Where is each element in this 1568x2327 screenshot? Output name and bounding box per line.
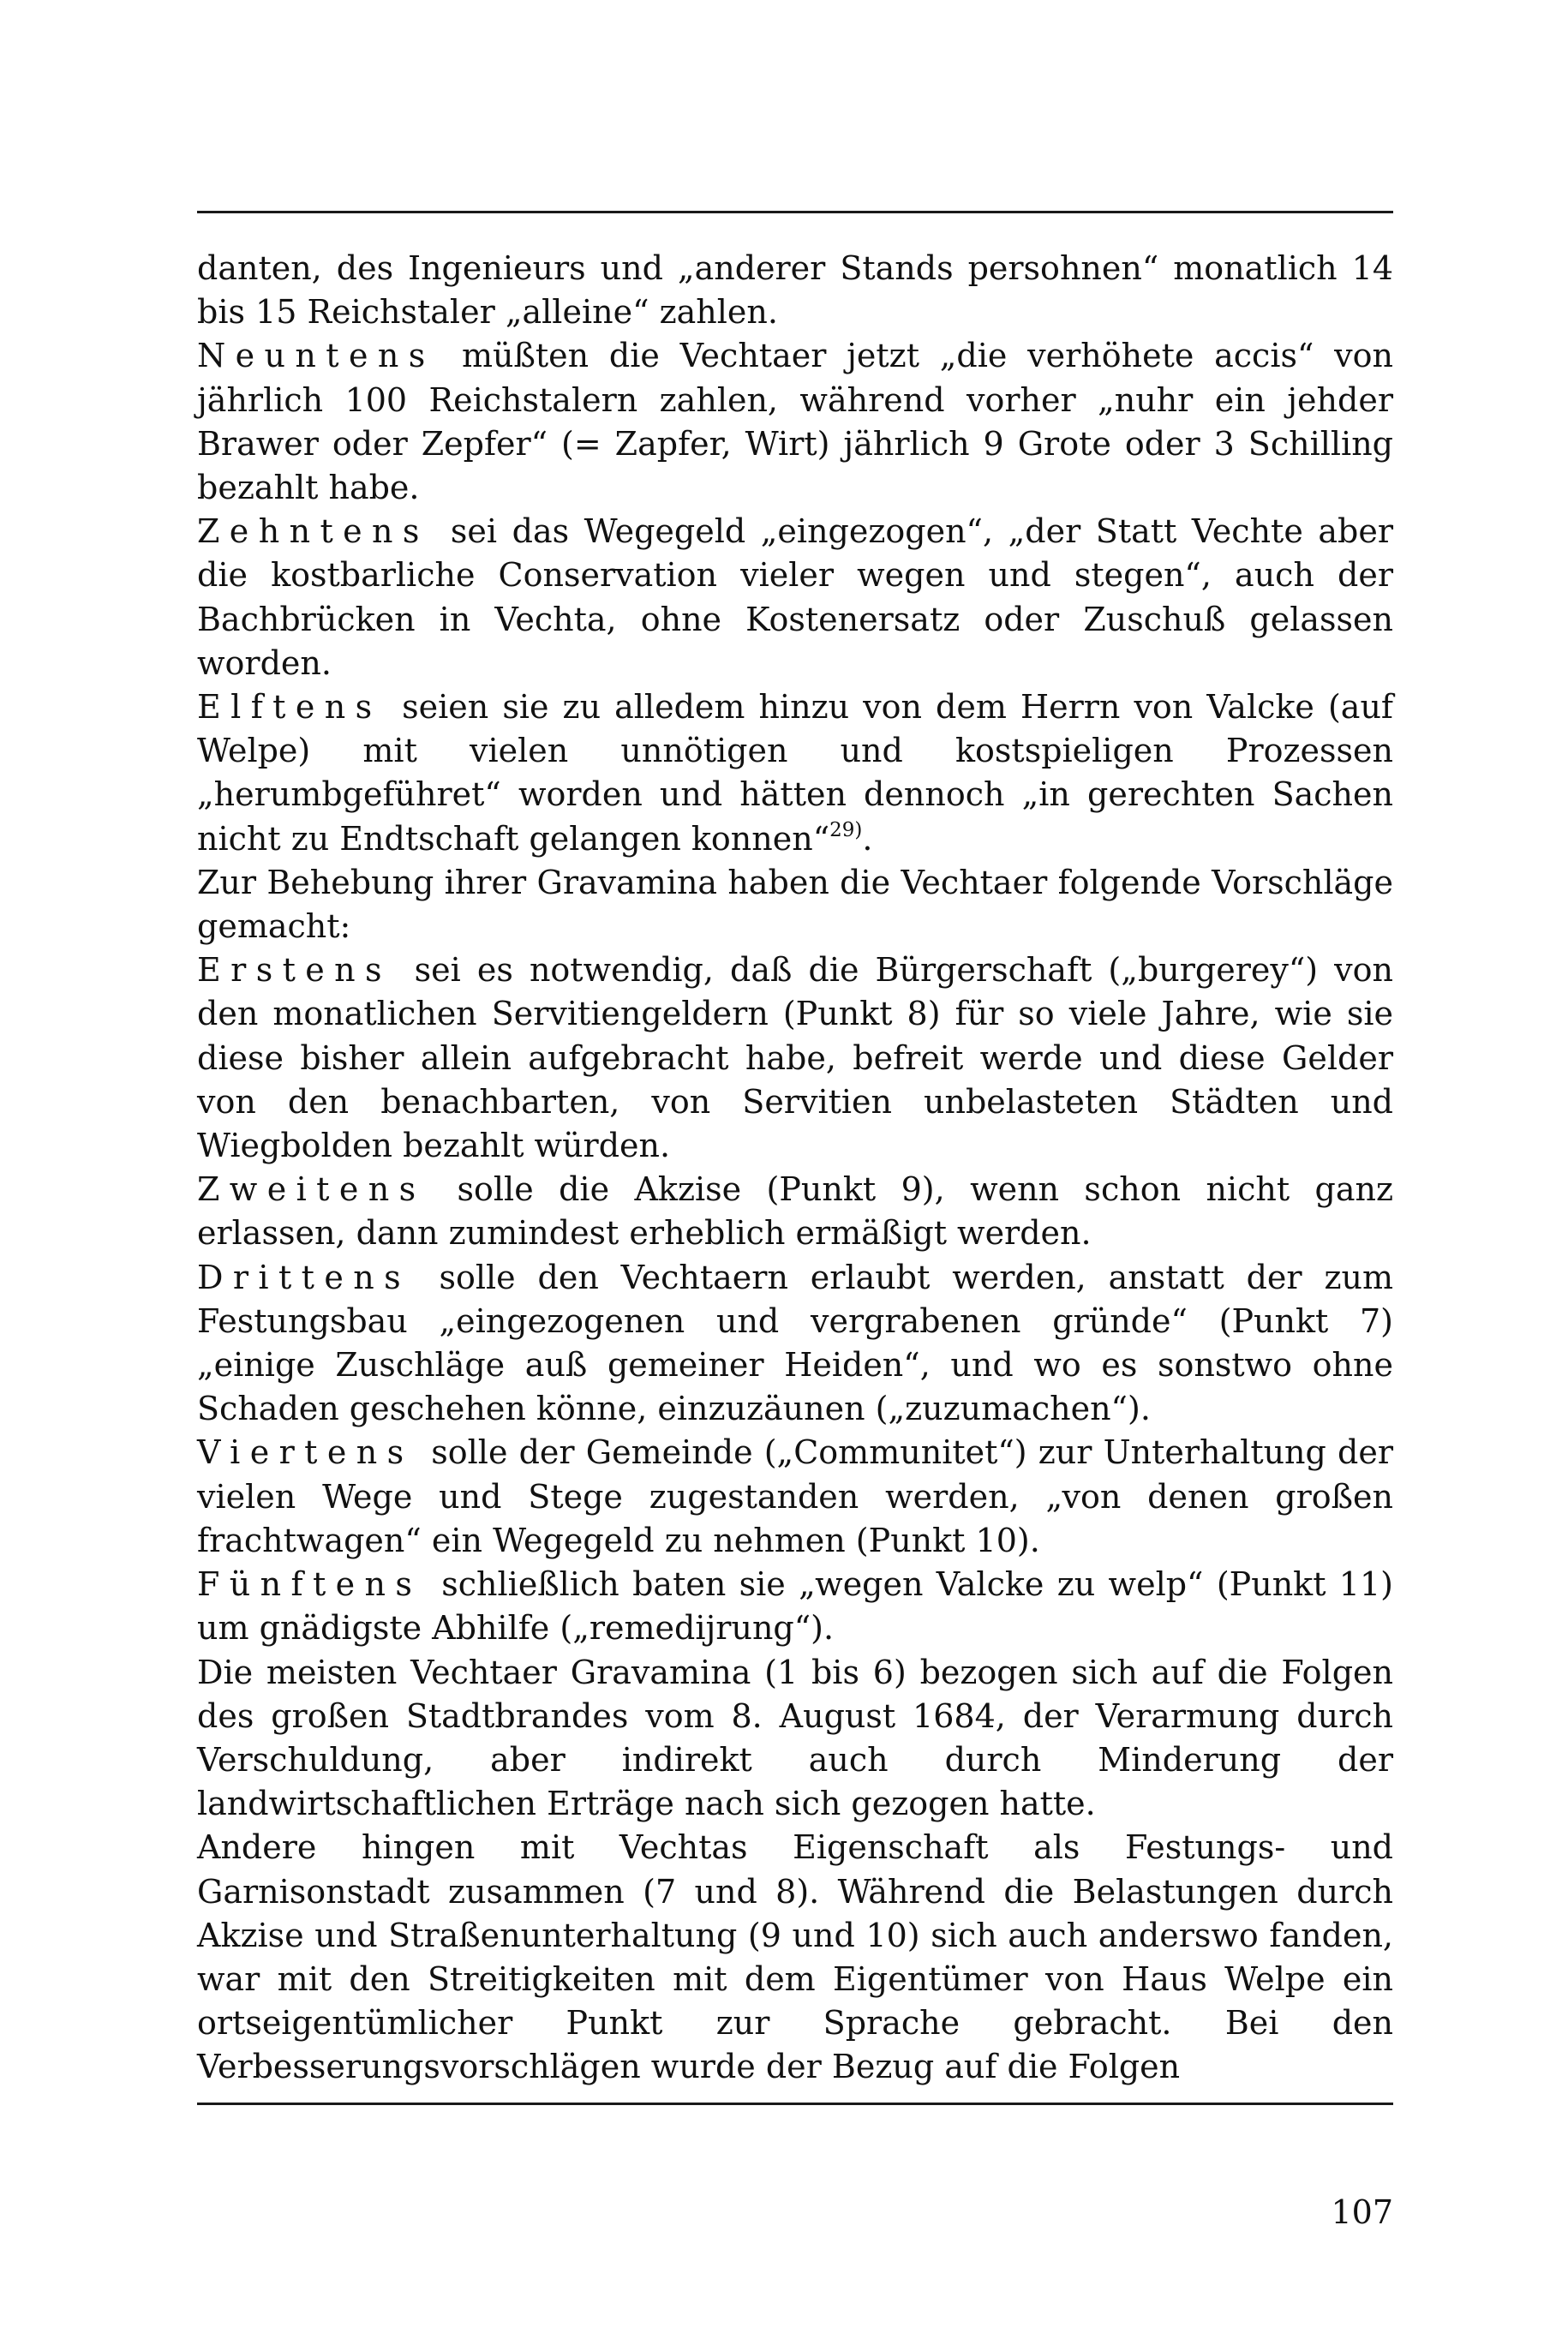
page-number: 107 — [1331, 2193, 1393, 2231]
paragraph-text: solle den Vechtaern erlaubt werden, anstatt der zum Festungsbau „eingezogenen und vergrabenen gründe“ (Punkt 7) „einige Zuschläge auß gemeiner Heiden“, und wo es sonstwo ohne Schaden geschehen könne, einzuzäunen („zuzumachen“). — [197, 1258, 1393, 1428]
paragraph-text: solle die Akzise (Punkt 9), wenn schon nicht ganz erlassen, dann zumindest erheblich ermäßigt werden. — [197, 1170, 1393, 1253]
paragraph-8 — [197, 1256, 1393, 1432]
paragraph-11 — [197, 1651, 1393, 1827]
spaced-lead-word: Drittens — [197, 1258, 410, 1296]
paragraph-1 — [197, 247, 1393, 334]
paragraph-text: sei das Wegegeld „eingezogen“, „der Statt Vechte aber die kostbarliche Conservation vieler wegen und stegen“, auch der Bachbrücken in Vechta, ohne Kostenersatz oder Zuschuß gelassen worden. — [197, 512, 1393, 682]
paragraph-text: müßten die Vechtaer jetzt „die verhöhete accis“ von jährlich 100 Reichstalern zahlen, während vorher „nuhr ein jehder Brawer oder Zepfer“ (= Zapfer, Wirt) jährlich 9 Grote oder 3 Schilling bezahlt habe. — [197, 337, 1393, 507]
spaced-lead-word: Elftens — [197, 688, 382, 727]
body-text — [197, 247, 1393, 2090]
spaced-lead-word: Zehntens — [197, 512, 429, 551]
paragraph-text: Zur Behebung ihrer Gravamina haben die Vechtaer folgende Vorschläge gemacht: — [197, 863, 1393, 946]
spaced-lead-word: Zweitens — [197, 1170, 426, 1209]
paragraph-7 — [197, 1168, 1393, 1255]
paragraph-5 — [197, 861, 1393, 948]
paragraph-10 — [197, 1563, 1393, 1650]
bottom-rule — [197, 2103, 1393, 2105]
paragraph-text: sei es notwendig, daß die Bürgerschaft („burgerey“) von den monatlichen Servitiengeldern (Punkt 8) für so viele Jahre, wie sie diese bisher allein aufgebracht habe, befreit werde und diese Gelder von den benachbarten, von Servitien unbelasteten Städten und Wiegbolden bezahlt würden. — [197, 951, 1393, 1165]
paragraph-12 — [197, 1826, 1393, 2089]
paragraph-3 — [197, 510, 1393, 685]
paragraph-text: schließlich baten sie „wegen Valcke zu welp“ (Punkt 11) um gnädigste Abhilfe („remedijrung“). — [197, 1565, 1393, 1648]
paragraph-4 — [197, 685, 1393, 861]
spaced-lead-word: Fünftens — [197, 1565, 422, 1604]
paragraph-2 — [197, 334, 1393, 510]
paragraph-text: solle der Gemeinde („Communitet“) zur Unterhaltung der vielen Wege und Stege zugestanden werden, „von denen großen frachtwagen“ ein Wegegeld zu nehmen (Punkt 10). — [197, 1433, 1393, 1559]
spaced-lead-word: Erstens — [197, 951, 392, 990]
paragraph-text: danten, des Ingenieurs und „anderer Stands persohnen“ monatlich 14 bis 15 Reichstaler „alleine“ zahlen. — [197, 249, 1393, 332]
paragraph-6 — [197, 948, 1393, 1168]
paragraph-text-end: . — [862, 819, 873, 858]
top-rule — [197, 211, 1393, 213]
paragraph-text: seien sie zu alledem hinzu von dem Herrn von Valcke (auf Welpe) mit vielen unnötigen und kostspieligen Prozessen „herumbgeführet“ worden und hätten dennoch „in gerechten Sachen nicht zu Endtschaft gelangen konnen“ — [197, 688, 1393, 858]
paragraph-9 — [197, 1431, 1393, 1563]
spaced-lead-word: Neuntens — [197, 337, 435, 375]
paragraph-text: Die meisten Vechtaer Gravamina (1 bis 6) bezogen sich auf die Folgen des großen Stadtbrandes vom 8. August 1684, der Verarmung durch Verschuldung, aber indirekt auch durch Minderung der landwirtschaftlichen Erträge nach sich gezogen hatte. — [197, 1653, 1393, 1823]
footnote-reference: 29) — [829, 818, 863, 841]
spaced-lead-word: Viertens — [197, 1433, 414, 1472]
paragraph-text: Andere hingen mit Vechtas Eigenschaft als Festungs- und Garnisonstadt zusammen (7 und 8). Während die Belastungen durch Akzise und Straßenunterhaltung (9 und 10) sich auch anderswo fanden, war mit den Streitigkeiten mit dem Eigentümer von Haus Welpe ein ortseigentümlicher Punkt zur Sprache gebracht. Bei den Verbesserungsvorschlägen wurde der Bezug auf die Folgen — [197, 1828, 1393, 2086]
